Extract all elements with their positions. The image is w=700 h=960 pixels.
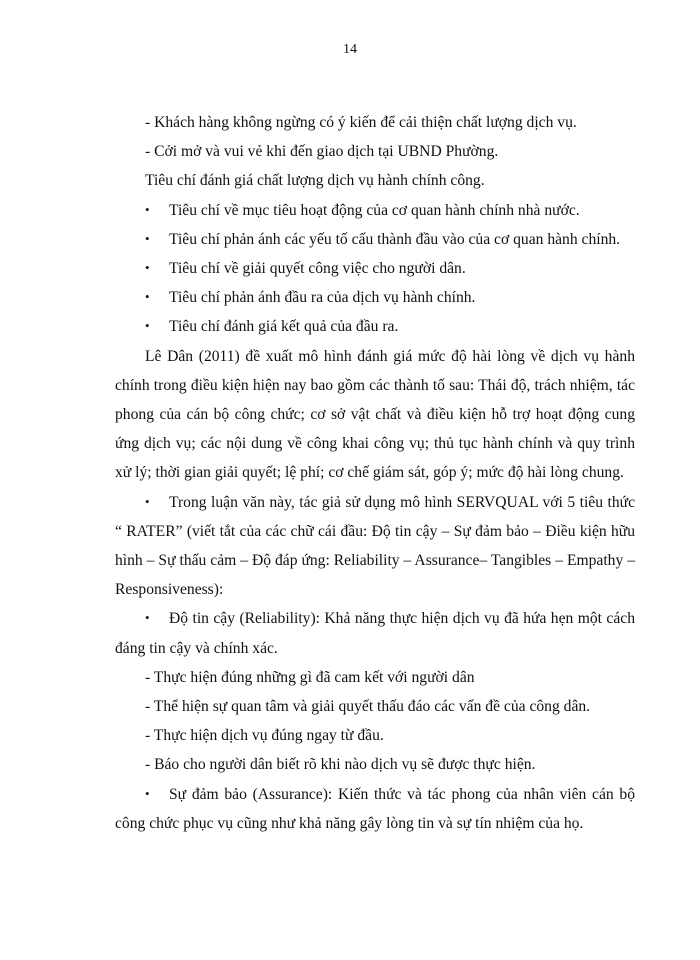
page-number: 14 — [343, 42, 357, 57]
paragraph-le-dan: Lê Dân (2011) đề xuất mô hình đánh giá mức độ hài lòng về dịch vụ hành chính trong điều kiện hiện nay bao gồm các thành tố sau: Thái độ, trách nhiệm, tác phong của cán bộ công chức; cơ sở vật chất và điều kiện hỗ trợ hoạt động cung ứng dịch vụ; các nội dung về công khai công vụ; thủ tục hành chính và quy trình xử lý; thời gian giải quyết; lệ phí; cơ chế giám sát, góp ý; mức độ hài lòng chung. — [115, 347, 635, 482]
bullet-objectives: •Tiêu chí về mục tiêu hoạt động của cơ quan hành chính nhà nước. — [115, 196, 635, 225]
dash-line-right-first-time: - Thực hiện dịch vụ đúng ngay từ đầu. — [145, 727, 384, 745]
dash-line-care: - Thể hiện sự quan tâm và giải quyết thấu đáo các vấn đề của công dân. — [145, 698, 591, 716]
bullet-reliability: •Độ tin cậy (Reliability): Khả năng thực hiện dịch vụ đã hứa hẹn một cách đáng tin cậy và chính xác. — [115, 604, 635, 662]
bullet-icon — [145, 254, 169, 283]
bullet-icon — [145, 312, 169, 341]
dash-line-inform-timing: - Báo cho người dân biết rõ khi nào dịch vụ sẽ được thực hiện. — [145, 756, 536, 774]
bullet-results: •Tiêu chí đánh giá kết quả của đầu ra. — [115, 312, 635, 341]
bullet-icon — [145, 283, 169, 312]
criteria-heading: Tiêu chí đánh giá chất lượng dịch vụ hành chính công. — [145, 172, 485, 190]
bullet-servqual: •Trong luận văn này, tác giả sử dụng mô hình SERVQUAL với 5 tiêu thức “ RATER” (viết tắt của các chữ cái đầu: Độ tin cậy – Sự đảm bảo – Điều kiện hữu hình – Sự thấu cảm – Độ đáp ứng: Reliability – Assurance– Tangibles – Empathy – Responsiveness): — [115, 488, 635, 605]
bullet-outputs: •Tiêu chí phản ánh đầu ra của dịch vụ hành chính. — [115, 283, 635, 312]
bullet-icon — [145, 225, 169, 254]
bullet-icon — [145, 780, 169, 809]
bullet-icon — [145, 196, 169, 225]
bullet-assurance: •Sự đảm bảo (Assurance): Kiến thức và tác phong của nhân viên cán bộ công chức phục vụ cũng như khả năng gây lòng tin và sự tín nhiệm của họ. — [115, 780, 635, 838]
bullet-processing: •Tiêu chí về giải quyết công việc cho người dân. — [115, 254, 635, 283]
bullet-icon — [145, 488, 169, 517]
bullet-icon — [145, 604, 169, 633]
bullet-inputs: •Tiêu chí phản ánh các yếu tố cấu thành đầu vào của cơ quan hành chính. — [115, 225, 635, 254]
dash-line-commitment: - Thực hiện đúng những gì đã cam kết với người dân — [145, 668, 475, 686]
document-body — [115, 108, 635, 838]
dash-line-customer-feedback: - Khách hàng không ngừng có ý kiến để cải thiện chất lượng dịch vụ. — [145, 114, 577, 131]
dash-line-openness: - Cởi mở và vui vẻ khi đến giao dịch tại UBND Phường. — [145, 143, 499, 161]
